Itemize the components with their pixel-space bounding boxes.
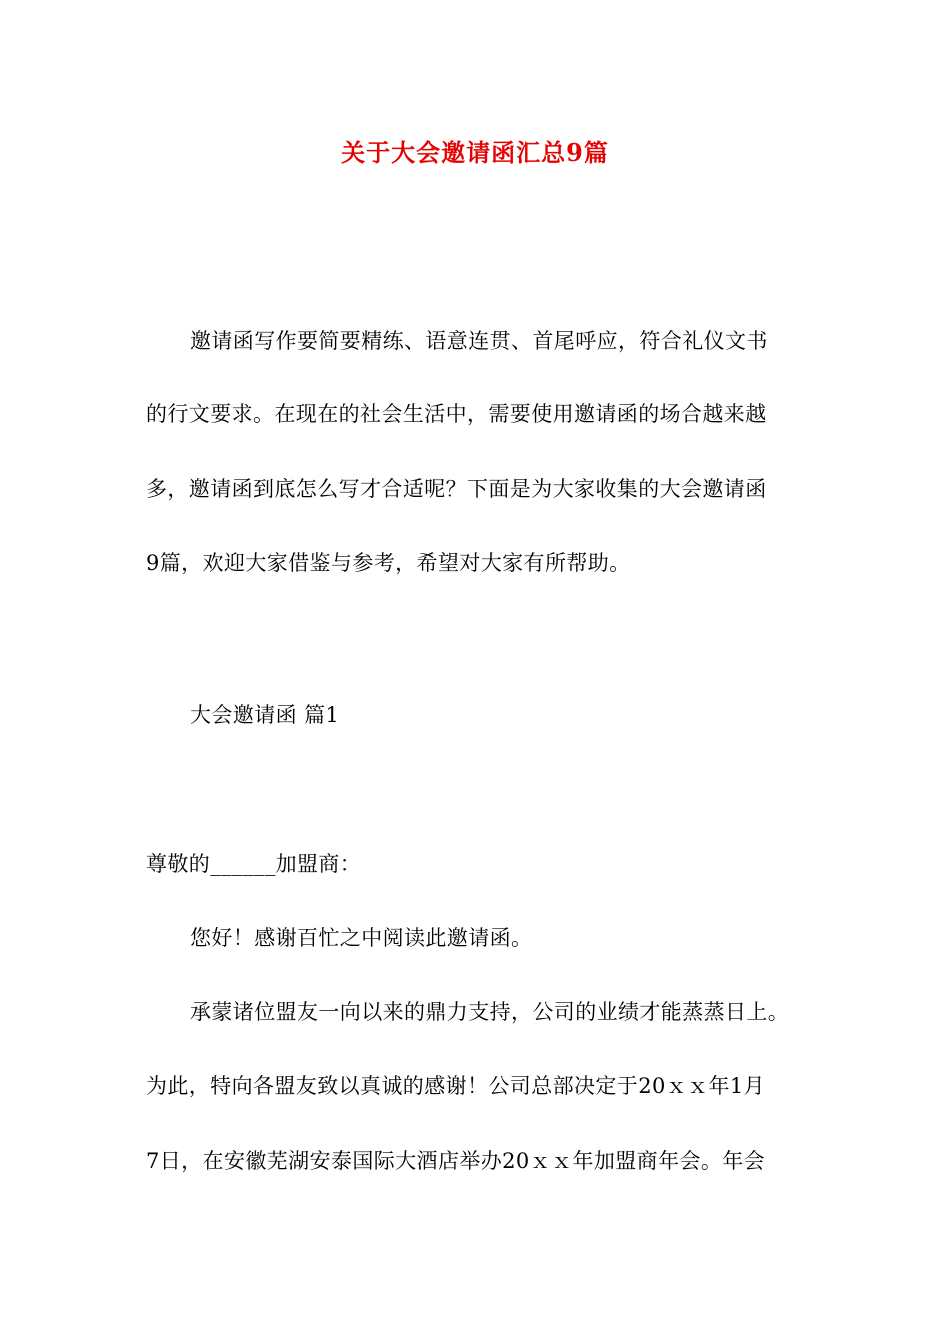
greeting: 您好！感谢百忙之中阅读此邀请函。 bbox=[190, 926, 533, 950]
section-heading: 大会邀请函 篇1 bbox=[190, 703, 340, 727]
body-line-2: 为此，特向各盟友致以真诚的感谢！公司总部决定于20ｘｘ年1月 bbox=[146, 1074, 766, 1098]
intro-line-3: 多，邀请函到底怎么写才合适呢？下面是为大家收集的大会邀请函 bbox=[146, 477, 767, 501]
intro-line-1: 邀请函写作要简要精练、语意连贯、首尾呼应，符合礼仪文书 bbox=[190, 329, 768, 353]
salutation: 尊敬的______加盟商： bbox=[146, 852, 362, 876]
body-line-3: 7日，在安徽芜湖安泰国际大酒店举办20ｘｘ年加盟商年会。年会 bbox=[146, 1149, 766, 1173]
intro-line-2: 的行文要求。在现在的社会生活中，需要使用邀请函的场合越来越 bbox=[146, 402, 767, 426]
intro-line-4: 9篇，欢迎大家借鉴与参考，希望对大家有所帮助。 bbox=[146, 551, 631, 575]
document-title: 关于大会邀请函汇总9篇 bbox=[341, 138, 609, 167]
body-line-1: 承蒙诸位盟友一向以来的鼎力支持，公司的业绩才能蒸蒸日上。 bbox=[190, 1000, 790, 1024]
